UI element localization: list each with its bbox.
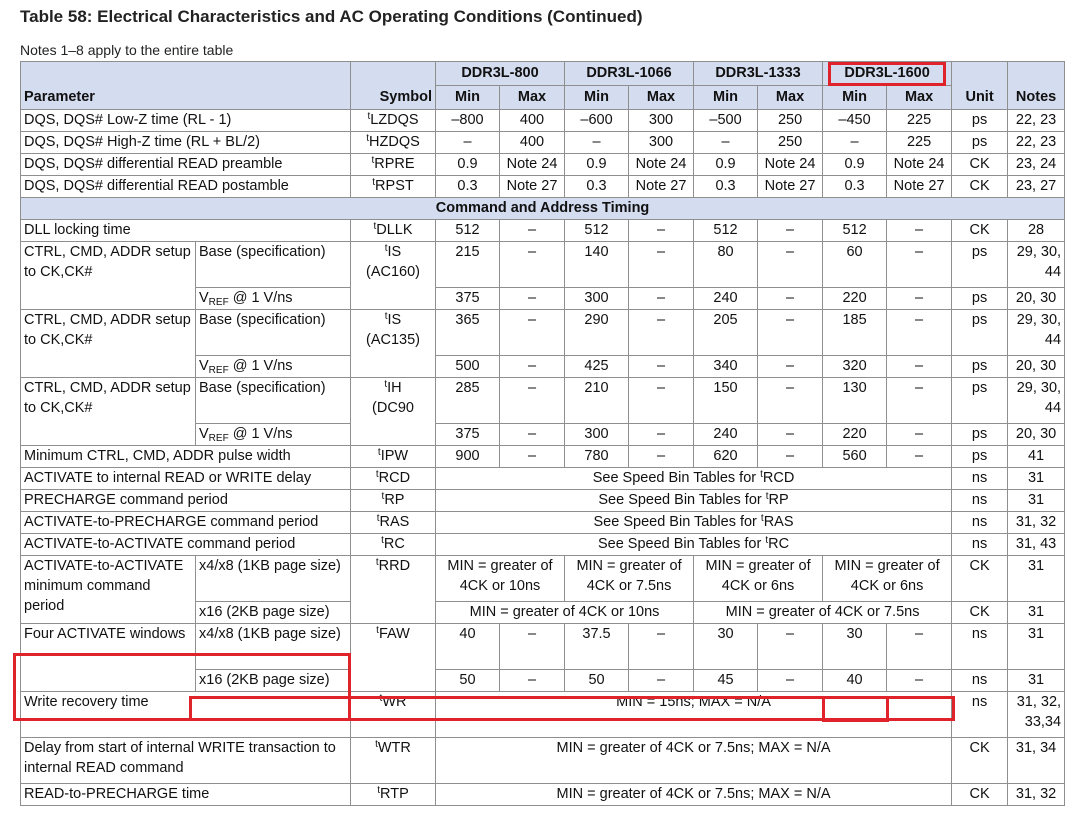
unit-cell: CK (952, 738, 1008, 784)
value-cell: 0.3 (436, 176, 500, 198)
symbol-cell: $^t$FAW (351, 624, 436, 692)
table-title: Table 58: Electrical Characteristics and AC Operating Conditions (Continued) (20, 7, 643, 26)
table-row (21, 242, 1065, 288)
table-row (21, 784, 1065, 806)
table-row (21, 534, 1065, 556)
value-cell: – (887, 356, 952, 378)
value-cell: 210 (565, 378, 629, 424)
max-header: Max (500, 86, 565, 110)
header-blank (1008, 62, 1065, 86)
condition-cell: $V_{REF}$ @ 1 V/ns (196, 288, 351, 310)
value-cell: 375 (436, 424, 500, 446)
unit-cell: ns (952, 468, 1008, 490)
value-cell: 400 (500, 110, 565, 132)
notes-cell: 28 (1008, 220, 1065, 242)
value-cell: – (500, 446, 565, 468)
value-cell: 320 (823, 356, 887, 378)
header-blank (351, 62, 436, 86)
value-cell: – (629, 424, 694, 446)
value-cell: 512 (694, 220, 758, 242)
value-cell: – (500, 356, 565, 378)
min-header: Min (823, 86, 887, 110)
value-cell: – (887, 446, 952, 468)
value-cell: Note 24 (758, 154, 823, 176)
value-cell: 365 (436, 310, 500, 356)
param-cell: READ-to-PRECHARGE time (21, 784, 351, 806)
value-cell: 285 (436, 378, 500, 424)
value-cell: 50 (436, 670, 500, 692)
table-row (21, 468, 1065, 490)
value-cell: – (436, 132, 500, 154)
param-cell: CTRL, CMD, ADDR setup to CK,CK# (21, 242, 196, 310)
value-cell: 220 (823, 288, 887, 310)
value-cell: 500 (436, 356, 500, 378)
value-cell: – (629, 220, 694, 242)
span-value-cell: MIN = greater of 4CK or 7.5ns; MAX = N/A (436, 738, 952, 784)
value-cell: – (629, 356, 694, 378)
table-row (21, 378, 1065, 424)
span-value-cell: MIN = greater of 4CK or 10ns (436, 556, 565, 602)
notes-cell: 31 (1008, 556, 1065, 602)
value-cell: 225 (887, 132, 952, 154)
value-cell: – (500, 670, 565, 692)
unit-cell: CK (952, 220, 1008, 242)
table-row (21, 624, 1065, 670)
param-cell: Minimum CTRL, CMD, ADDR pulse width (21, 446, 351, 468)
table-row (21, 446, 1065, 468)
value-cell: Note 24 (887, 154, 952, 176)
value-cell: – (758, 446, 823, 468)
span-value-cell: MIN = 15ns; MAX = N/A (436, 692, 952, 738)
symbol-cell: $^t$HZDQS (351, 132, 436, 154)
header-row-labels (21, 86, 1065, 110)
header-row-grades (21, 62, 1065, 86)
value-cell: – (758, 288, 823, 310)
symbol-cell: $^t$IS (AC135) (351, 310, 436, 378)
value-cell: – (500, 378, 565, 424)
table-notes: Notes 1–8 apply to the entire table (20, 42, 234, 58)
value-cell: – (758, 310, 823, 356)
value-cell: – (758, 356, 823, 378)
unit-cell: CK (952, 176, 1008, 198)
unit-cell: ps (952, 110, 1008, 132)
span-value-cell: MIN = greater of 4CK or 6ns (823, 556, 952, 602)
notes-cell: 31 (1008, 624, 1065, 670)
symbol-cell: $^t$WTR (351, 738, 436, 784)
unit-cell: ps (952, 424, 1008, 446)
symbol-cell: $^t$RTP (351, 784, 436, 806)
value-cell: – (758, 670, 823, 692)
value-cell: – (887, 242, 952, 288)
param-cell: Delay from start of internal WRITE transaction to internal READ command (21, 738, 351, 784)
notes-cell: 31, 32 (1008, 512, 1065, 534)
value-cell: –800 (436, 110, 500, 132)
param-cell: ACTIVATE-to-ACTIVATE command period (21, 534, 351, 556)
symbol-cell: $^t$RC (351, 534, 436, 556)
unit-cell: CK (952, 784, 1008, 806)
value-cell: – (887, 220, 952, 242)
span-value-cell: MIN = greater of 4CK or 7.5ns (565, 556, 694, 602)
param-cell: ACTIVATE-to-ACTIVATE minimum command period (21, 556, 196, 624)
param-cell: Four ACTIVATE windows (21, 624, 196, 692)
param-cell: DQS, DQS# differential READ postamble (21, 176, 351, 198)
notes-cell: 31, 32 (1008, 784, 1065, 806)
value-cell: –450 (823, 110, 887, 132)
value-cell: – (629, 242, 694, 288)
unit-cell: ns (952, 512, 1008, 534)
value-cell: 0.9 (823, 154, 887, 176)
value-cell: Note 27 (758, 176, 823, 198)
unit-cell: ps (952, 242, 1008, 288)
notes-cell: 31 (1008, 602, 1065, 624)
value-cell: 37.5 (565, 624, 629, 670)
notes-cell: 20, 30 (1008, 356, 1065, 378)
symbol-cell: $^t$RP (351, 490, 436, 512)
value-cell: 300 (565, 288, 629, 310)
symbol-cell: $^t$WR (351, 692, 436, 738)
header-blank (21, 62, 351, 86)
notes-cell: 31, 43 (1008, 534, 1065, 556)
symbol-cell: $^t$DLLK (351, 220, 436, 242)
param-cell: CTRL, CMD, ADDR setup to CK,CK# (21, 378, 196, 446)
value-cell: 185 (823, 310, 887, 356)
value-cell: 240 (694, 288, 758, 310)
value-cell: – (629, 288, 694, 310)
grade-header: DDR3L-800 (436, 62, 565, 86)
value-cell: – (758, 424, 823, 446)
value-cell: Note 27 (887, 176, 952, 198)
symbol-cell: $^t$LZDQS (351, 110, 436, 132)
ac-characteristics-table (20, 61, 1065, 806)
unit-cell: ps (952, 132, 1008, 154)
notes-cell: 23, 27 (1008, 176, 1065, 198)
value-cell: 130 (823, 378, 887, 424)
value-cell: 340 (694, 356, 758, 378)
value-cell: 45 (694, 670, 758, 692)
value-cell: 140 (565, 242, 629, 288)
unit-header: Unit (952, 86, 1008, 110)
value-cell: – (823, 132, 887, 154)
value-cell: – (887, 310, 952, 356)
max-header: Max (758, 86, 823, 110)
section-header-row (21, 198, 1065, 220)
value-cell: – (887, 378, 952, 424)
span-value-cell: See Speed Bin Tables for $^t$RAS (436, 512, 952, 534)
unit-cell: ns (952, 534, 1008, 556)
span-value-cell: MIN = greater of 4CK or 7.5ns; MAX = N/A (436, 784, 952, 806)
value-cell: – (694, 132, 758, 154)
value-cell: 30 (694, 624, 758, 670)
condition-cell: Base (specification) (196, 310, 351, 356)
table-row (21, 512, 1065, 534)
param-cell: ACTIVATE-to-PRECHARGE command period (21, 512, 351, 534)
unit-cell: ps (952, 378, 1008, 424)
value-cell: – (500, 242, 565, 288)
value-cell: 0.3 (565, 176, 629, 198)
unit-cell: ps (952, 446, 1008, 468)
value-cell: – (887, 670, 952, 692)
value-cell: 512 (565, 220, 629, 242)
value-cell: Note 27 (500, 176, 565, 198)
value-cell: 150 (694, 378, 758, 424)
min-header: Min (565, 86, 629, 110)
value-cell-highlighted: 40 (823, 670, 887, 692)
span-value-cell: MIN = greater of 4CK or 6ns (694, 556, 823, 602)
value-cell: 512 (823, 220, 887, 242)
notes-cell: 31 (1008, 670, 1065, 692)
value-cell: 60 (823, 242, 887, 288)
condition-cell: x16 (2KB page size) (196, 602, 351, 624)
table-row (21, 738, 1065, 784)
value-cell: Note 24 (500, 154, 565, 176)
table-row (21, 154, 1065, 176)
table-row (21, 310, 1065, 356)
span-value-cell: See Speed Bin Tables for $^t$RCD (436, 468, 952, 490)
unit-cell: ps (952, 356, 1008, 378)
value-cell: 225 (887, 110, 952, 132)
param-cell: PRECHARGE command period (21, 490, 351, 512)
value-cell: – (629, 624, 694, 670)
condition-cell: x4/x8 (1KB page size) (196, 556, 351, 602)
value-cell: – (629, 310, 694, 356)
value-cell: 0.9 (436, 154, 500, 176)
table-row (21, 490, 1065, 512)
span-value-cell: MIN = greater of 4CK or 10ns (436, 602, 694, 624)
value-cell: – (500, 310, 565, 356)
value-cell: Note 27 (629, 176, 694, 198)
value-cell: – (758, 220, 823, 242)
table-row (21, 176, 1065, 198)
span-value-cell: See Speed Bin Tables for $^t$RP (436, 490, 952, 512)
value-cell: 0.9 (694, 154, 758, 176)
value-cell: 400 (500, 132, 565, 154)
value-cell: 300 (629, 132, 694, 154)
value-cell: 40 (436, 624, 500, 670)
unit-cell: ns (952, 624, 1008, 670)
grade-header-ddr3l-1600: DDR3L-1600 (823, 62, 952, 86)
value-cell: 300 (629, 110, 694, 132)
condition-cell: x16 (2KB page size) (196, 670, 351, 692)
value-cell: 240 (694, 424, 758, 446)
value-cell: 50 (565, 670, 629, 692)
notes-cell: 22, 23 (1008, 132, 1065, 154)
unit-cell: ps (952, 310, 1008, 356)
value-cell: 80 (694, 242, 758, 288)
table-row (21, 110, 1065, 132)
value-cell: –600 (565, 110, 629, 132)
value-cell: – (500, 220, 565, 242)
unit-cell: CK (952, 154, 1008, 176)
table-row (21, 692, 1065, 738)
value-cell: 375 (436, 288, 500, 310)
unit-cell: CK (952, 556, 1008, 602)
value-cell: 220 (823, 424, 887, 446)
value-cell: 215 (436, 242, 500, 288)
unit-cell: CK (952, 602, 1008, 624)
value-cell: – (887, 424, 952, 446)
value-cell: 290 (565, 310, 629, 356)
span-value-cell: MIN = greater of 4CK or 7.5ns (694, 602, 952, 624)
param-cell: CTRL, CMD, ADDR setup to CK,CK# (21, 310, 196, 378)
symbol-cell: $^t$RAS (351, 512, 436, 534)
value-cell: Note 24 (629, 154, 694, 176)
notes-cell: 23, 24 (1008, 154, 1065, 176)
symbol-cell: $^t$RRD (351, 556, 436, 624)
param-cell: ACTIVATE to internal READ or WRITE delay (21, 468, 351, 490)
symbol-cell: $^t$IH (DC90 (351, 378, 436, 446)
condition-cell: $V_{REF}$ @ 1 V/ns (196, 356, 351, 378)
notes-cell: 29, 30, 44 (1008, 242, 1065, 288)
min-header: Min (694, 86, 758, 110)
notes-cell: 29, 30, 44 (1008, 378, 1065, 424)
notes-cell: 20, 30 (1008, 288, 1065, 310)
value-cell: – (565, 132, 629, 154)
symbol-cell: $^t$IS (AC160) (351, 242, 436, 310)
notes-cell: 29, 30, 44 (1008, 310, 1065, 356)
value-cell: 0.3 (823, 176, 887, 198)
condition-cell: $V_{REF}$ @ 1 V/ns (196, 424, 351, 446)
condition-cell: Base (specification) (196, 378, 351, 424)
value-cell: 620 (694, 446, 758, 468)
span-value-cell: See Speed Bin Tables for $^t$RC (436, 534, 952, 556)
max-header: Max (629, 86, 694, 110)
table-row (21, 220, 1065, 242)
symbol-cell: $^t$RCD (351, 468, 436, 490)
notes-cell: 22, 23 (1008, 110, 1065, 132)
grade-header: DDR3L-1066 (565, 62, 694, 86)
unit-cell: ns (952, 490, 1008, 512)
value-cell: 250 (758, 132, 823, 154)
value-cell: 425 (565, 356, 629, 378)
min-header: Min (436, 86, 500, 110)
table-row (21, 556, 1065, 602)
notes-cell: 31 (1008, 468, 1065, 490)
symbol-cell: $^t$IPW (351, 446, 436, 468)
value-cell: – (500, 424, 565, 446)
value-cell: 560 (823, 446, 887, 468)
value-cell: – (887, 288, 952, 310)
value-cell: 900 (436, 446, 500, 468)
table-row (21, 132, 1065, 154)
parameter-header: Parameter (21, 86, 351, 110)
notes-cell: 20, 30 (1008, 424, 1065, 446)
notes-cell: 31, 34 (1008, 738, 1065, 784)
condition-cell: Base (specification) (196, 242, 351, 288)
symbol-header: Symbol (351, 86, 436, 110)
symbol-cell: $^t$RPRE (351, 154, 436, 176)
value-cell: 300 (565, 424, 629, 446)
unit-cell: ns (952, 692, 1008, 738)
value-cell: – (758, 378, 823, 424)
value-cell: 250 (758, 110, 823, 132)
notes-cell: 41 (1008, 446, 1065, 468)
param-cell: DLL locking time (21, 220, 351, 242)
param-cell: DQS, DQS# differential READ preamble (21, 154, 351, 176)
value-cell: 30 (823, 624, 887, 670)
param-cell: DQS, DQS# High-Z time (RL + BL/2) (21, 132, 351, 154)
value-cell: – (887, 624, 952, 670)
value-cell: – (500, 624, 565, 670)
notes-cell: 31 (1008, 490, 1065, 512)
value-cell: 0.3 (694, 176, 758, 198)
value-cell: –500 (694, 110, 758, 132)
section-title: Command and Address Timing (21, 198, 1065, 220)
unit-cell: ns (952, 670, 1008, 692)
notes-cell: 31, 32, 33,34 (1008, 692, 1065, 738)
value-cell: – (629, 670, 694, 692)
value-cell: – (629, 446, 694, 468)
value-cell: – (758, 242, 823, 288)
value-cell: 205 (694, 310, 758, 356)
unit-cell: ps (952, 288, 1008, 310)
symbol-cell: $^t$RPST (351, 176, 436, 198)
notes-header: Notes (1008, 86, 1065, 110)
param-cell: Write recovery time (21, 692, 351, 738)
grade-header: DDR3L-1333 (694, 62, 823, 86)
condition-cell: x4/x8 (1KB page size) (196, 624, 351, 670)
max-header: Max (887, 86, 952, 110)
value-cell: – (500, 288, 565, 310)
value-cell: – (629, 378, 694, 424)
value-cell: – (758, 624, 823, 670)
value-cell: 512 (436, 220, 500, 242)
value-cell: 0.9 (565, 154, 629, 176)
param-cell: DQS, DQS# Low-Z time (RL - 1) (21, 110, 351, 132)
value-cell: 780 (565, 446, 629, 468)
header-blank (952, 62, 1008, 86)
